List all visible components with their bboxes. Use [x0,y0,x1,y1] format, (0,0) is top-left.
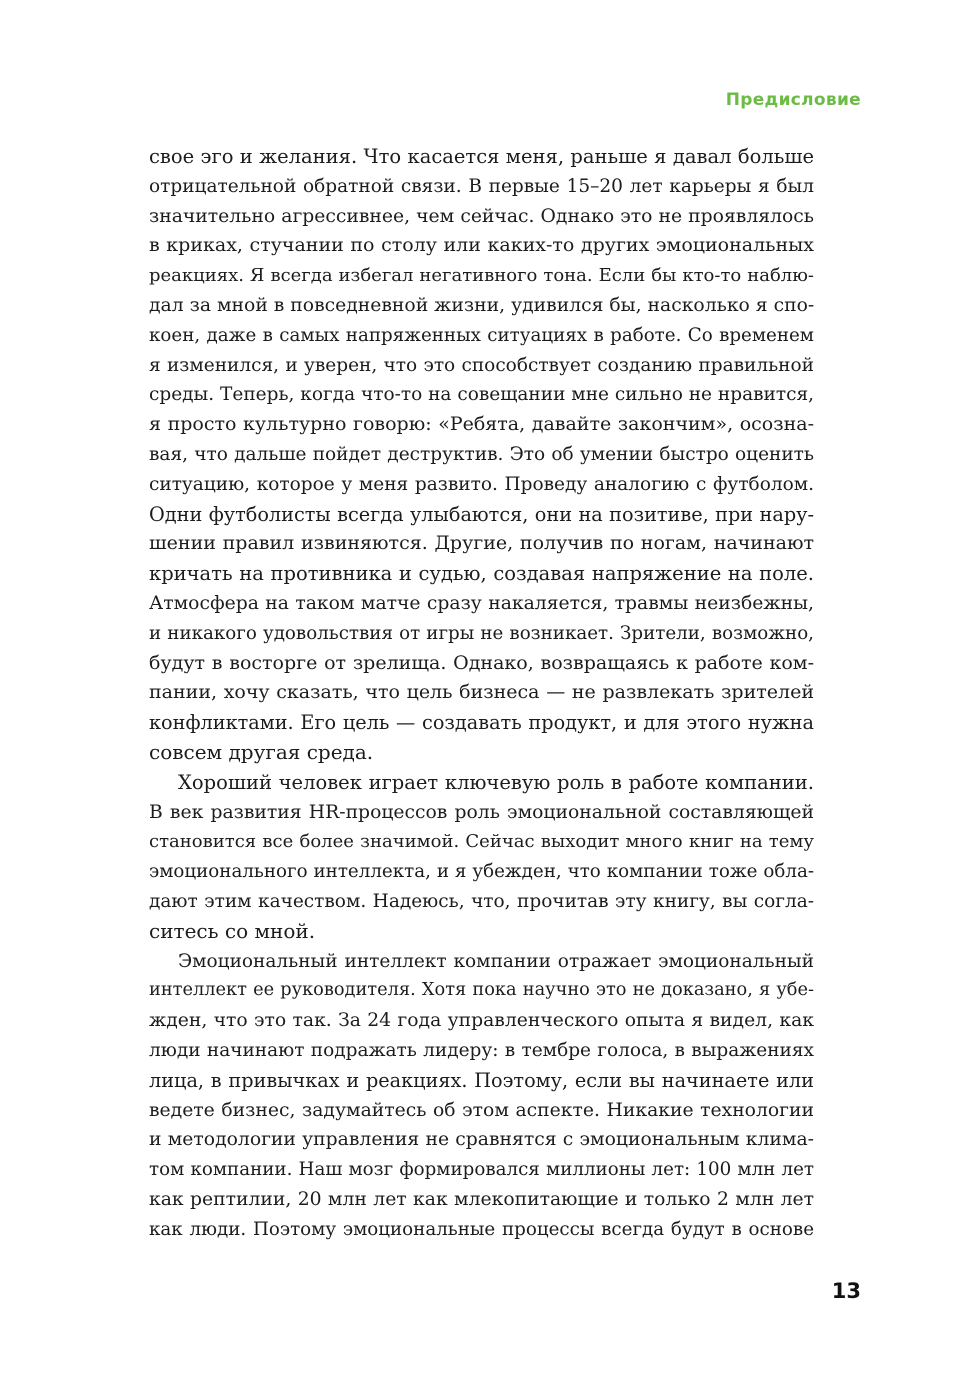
text-line: становится все более значимой. Сейчас выходит много книг на тему [149,831,814,853]
text-line: кричать на противника и судью, создавая напряжение на поле. [149,562,814,586]
text-line: дают этим качеством. Надеюсь, что, прочитав эту книгу, вы согла- [149,890,814,912]
text-line: ведете бизнес, задумайтесь об этом аспекте. Никакие технологии [149,1099,814,1121]
text-line: как люди. Поэтому эмоциональные процессы всегда будут в основе [149,1218,814,1240]
text-line: конфликтами. Его цель — создавать продукт, и для этого нужна [149,711,814,735]
text-line: и методологии управления не сравнятся с эмоциональным клима- [149,1129,814,1151]
text-line: я изменился, и уверен, что это способствует созданию правильной [149,354,814,376]
text-line: и никакого удовольствия от игры не возникает. Зрители, возможно, [149,622,814,644]
running-header-section-title: Предисловие [725,90,861,110]
text-line: Хороший человек играет ключевую роль в работе компании. [178,770,814,794]
text-line: значительно агрессивнее, чем сейчас. Однако это не проявлялось [149,205,814,227]
text-line: Одни футболисты всегда улыбаются, они на позитиве, при нару- [149,502,814,526]
body-text [149,142,814,1244]
text-line: ситесь со мной. [149,918,316,943]
text-line: я просто культурно говорю: «Ребята, давайте закончим», осозна- [149,413,814,436]
text-line: жден, что это так. За 24 года управленческого опыта я видел, как [149,1010,814,1032]
text-line: будут в восторге от зрелища. Однако, возвращаясь к работе ком- [149,651,814,674]
text-line: реакциях. Я всегда избегал негативного тона. Если бы кто-то наблю- [149,265,814,287]
paragraph-2 [149,768,814,947]
text-line: люди начинают подражать лидеру: в тембре голоса, в выражениях [149,1039,814,1061]
text-line: среды. Теперь, когда что-то на совещании мне сильно не нравится, [149,384,814,406]
text-line: Атмосфера на таком матче сразу накаляется, травмы неизбежны, [149,592,814,614]
paragraph-3 [149,947,814,1245]
text-line: отрицательной обратной связи. В первые 15–20 лет карьеры я был [149,175,814,197]
text-line: ситуацию, которое у меня развито. Проведу аналогию с футболом. [149,473,814,495]
text-line: дал за мной в повседневной жизни, удивился бы, насколько я спо- [149,294,815,316]
text-line: вая, что дальше пойдет деструктив. Это об умении быстро оценить [149,443,814,465]
text-line: Эмоциональный интеллект компании отражает эмоциональный [178,950,814,972]
text-line: свое эго и желания. Что касается меня, раньше я давал больше [149,145,814,168]
text-line: пании, хочу сказать, что цель бизнеса — не развлекать зрителей [149,681,814,704]
paragraph-1 [149,142,814,768]
text-line: лица, в привычках и реакциях. Поэтому, если вы начинаете или [149,1068,814,1092]
text-line: коен, даже в самых напряженных ситуациях в работе. Со временем [149,324,814,346]
text-line: интеллект ее руководителя. Хотя пока научно это не доказано, я убе- [149,980,814,1001]
text-line: том компании. Наш мозг формировался миллионы лет: 100 млн лет [149,1159,814,1181]
text-line: В век развития HR-процессов роль эмоциональной составляющей [149,801,814,823]
text-line: в криках, стучании по столу или каких-то других эмоциональных [149,234,814,257]
text-line: шении правил извиняются. Другие, получив по ногам, начинают [149,532,814,555]
text-line: совсем другая среда. [149,739,374,764]
text-line: эмоционального интеллекта, и я убежден, что компании тоже обла- [149,861,814,883]
page-number: 13 [831,1279,861,1303]
text-line: как рептилии, 20 млн лет как млекопитающие и только 2 млн лет [149,1188,814,1210]
